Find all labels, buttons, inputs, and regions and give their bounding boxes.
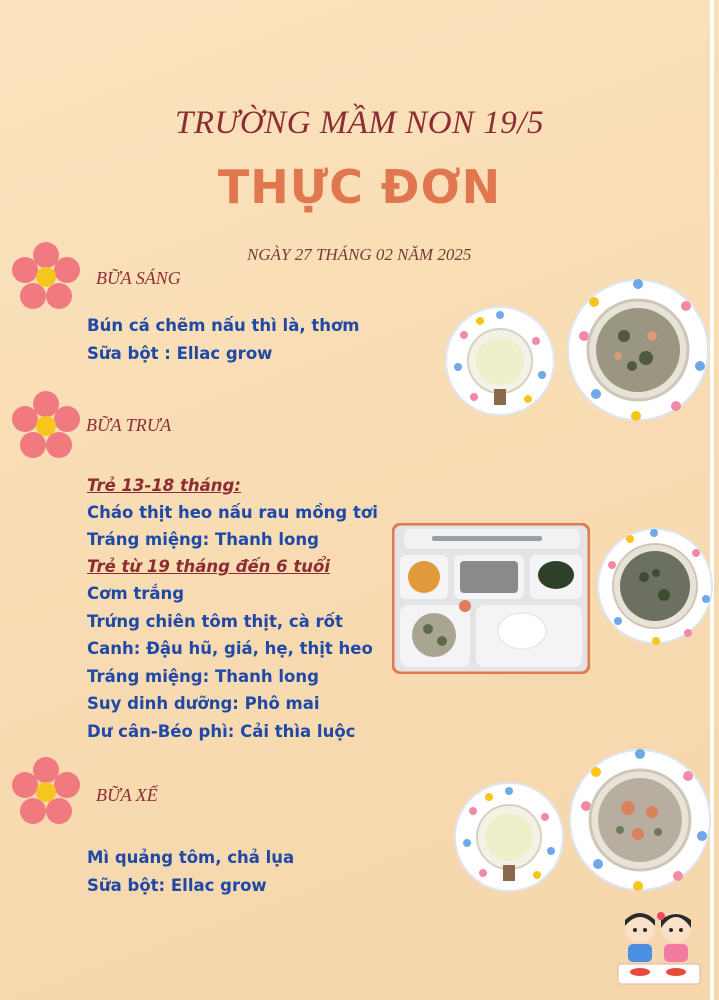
lunch-item: Suy dinh dưỡng: Phô mai [87, 694, 320, 713]
lunch-group-label: Trẻ 13-18 tháng: [87, 476, 241, 495]
porridge-bowl-photo [596, 525, 714, 647]
lunch-group-label: Trẻ từ 19 tháng đến 6 tuổi [87, 557, 331, 576]
snack-item: Sữa bột: Ellac grow [87, 876, 267, 895]
school-name: TRƯỜNG MẦM NON 19/5 [175, 105, 544, 141]
flower-icon [10, 241, 82, 313]
lunch-item: Cơm trắng [87, 584, 185, 603]
lunch-item: Tráng miệng: Thanh long [87, 667, 319, 686]
flower-icon [10, 756, 82, 828]
lunch-title: BỮA TRƯA [86, 415, 172, 435]
quang-noodle-bowl-photo [568, 746, 712, 894]
flower-icon [10, 390, 82, 462]
lunch-item: Cháo thịt heo nấu rau mồng tơi [87, 503, 378, 522]
lunch-item: Trứng chiên tôm thịt, cà rốt [87, 612, 343, 631]
page-title: THỰC ĐƠN [217, 160, 502, 214]
breakfast-title: BỮA SÁNG [96, 268, 181, 288]
menu-date: NGÀY 27 THÁNG 02 NĂM 2025 [247, 245, 472, 264]
lunch-tray-photo [392, 523, 590, 674]
children-eating-illustration [614, 906, 704, 988]
lunch-item: Dư cân-Béo phì: Cải thìa luộc [87, 722, 356, 741]
milk-cup-photo [444, 305, 556, 417]
lunch-item: Tráng miệng: Thanh long [87, 530, 319, 549]
lunch-item: Canh: Đậu hũ, giá, hẹ, thịt heo [87, 639, 373, 658]
fish-noodle-bowl-photo [566, 276, 710, 424]
milk-cup-photo [453, 781, 565, 893]
snack-item: Mì quảng tôm, chả lụa [87, 848, 295, 867]
snack-title: BỮA XẾ [96, 785, 158, 805]
breakfast-item: Sữa bột : Ellac grow [87, 344, 273, 363]
breakfast-item: Bún cá chẽm nấu thì là, thơm [87, 316, 360, 335]
